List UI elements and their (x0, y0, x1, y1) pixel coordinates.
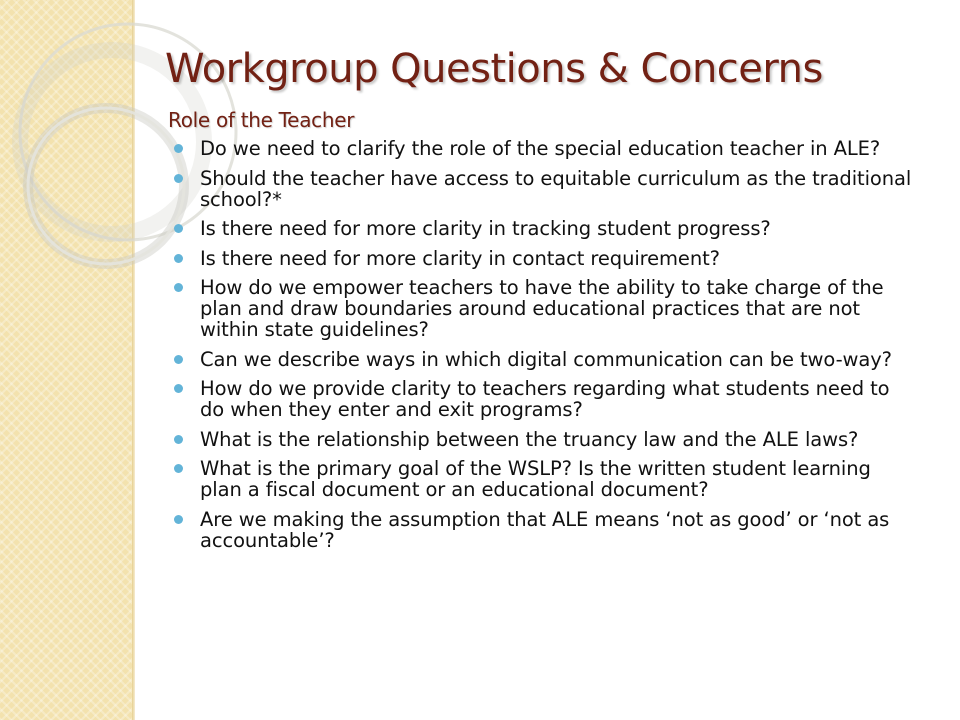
bullet-text: What is the relationship between the truancy law and the ALE laws? (200, 427, 859, 451)
bullet-dot-icon (174, 515, 183, 524)
bullet-text: Can we describe ways in which digital communication can be two-way? (200, 347, 892, 371)
bullet-item (172, 458, 912, 500)
bullet-dot-icon (174, 435, 183, 444)
bullet-text: What is the primary goal of the WSLP? Is the written student learning plan a fiscal document or an educational document? (200, 457, 871, 501)
bullet-dot-icon (174, 384, 183, 393)
bullet-dot-icon (174, 144, 183, 153)
bullet-item (172, 378, 912, 420)
bullet-item (172, 138, 912, 159)
bullet-item (172, 248, 912, 269)
bullet-text: Are we making the assumption that ALE means ‘not as good’ or ‘not as accountable’? (200, 507, 890, 552)
bullet-item (172, 277, 912, 340)
bullet-dot-icon (174, 464, 183, 473)
bullet-dot-icon (174, 283, 183, 292)
bullet-dot-icon (174, 355, 183, 364)
bullet-item (172, 349, 912, 370)
bullet-item (172, 429, 912, 450)
slide-subtitle: Role of the Teacher (168, 108, 355, 132)
slide-title: Workgroup Questions & Concerns (165, 46, 823, 92)
bullet-list (172, 138, 912, 559)
bullet-dot-icon (174, 224, 183, 233)
bullet-item (172, 218, 912, 239)
bullet-text: Is there need for more clarity in tracking student progress? (200, 217, 771, 240)
bullet-text: Should the teacher have access to equitable curriculum as the traditional school?* (200, 166, 912, 211)
bullet-dot-icon (174, 254, 183, 263)
bullet-item (172, 509, 912, 551)
bullet-text: How do we empower teachers to have the ability to take charge of the plan and draw boundaries around educational practices that are not within state guidelines? (200, 276, 884, 341)
bullet-text: Is there need for more clarity in contact requirement? (200, 246, 720, 270)
bullet-item (172, 168, 912, 210)
bullet-dot-icon (174, 174, 183, 183)
bullet-text: Do we need to clarify the role of the special education teacher in ALE? (200, 137, 881, 160)
bullet-text: How do we provide clarity to teachers regarding what students need to do when they enter and exit programs? (200, 377, 890, 421)
